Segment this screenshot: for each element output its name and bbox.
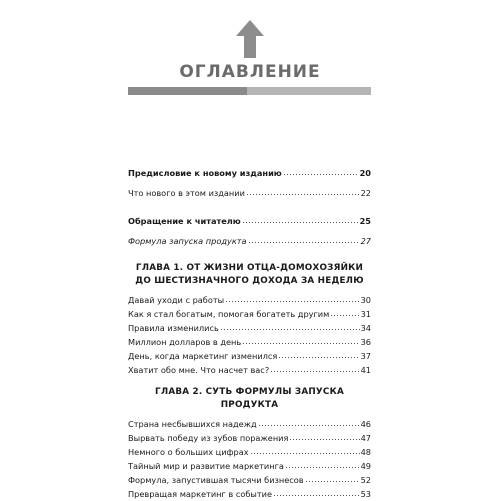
toc-entry-page: 20 — [359, 168, 371, 178]
toc-entry-title: Миллион долларов в день — [128, 337, 242, 347]
toc-entry-title: Формула, запустившая тысячи бизнесов — [128, 475, 304, 485]
dot-leader — [305, 476, 360, 483]
toc-entry — [128, 293, 371, 307]
dot-leader — [330, 310, 359, 317]
toc-entry-page: 34 — [360, 323, 371, 333]
dot-leader — [220, 324, 360, 331]
toc-entry — [128, 214, 371, 228]
toc-entry-title: Формула запуска продукта — [128, 236, 247, 246]
toc-entry — [128, 335, 371, 349]
toc-entry-page: 37 — [360, 351, 371, 361]
dot-leader — [242, 338, 359, 345]
toc-entry-page: 52 — [360, 475, 371, 485]
toc-entry-title: Вырвать победу из зубов поражения — [128, 433, 289, 443]
toc-entry-title: Превращая маркетинг в событие — [128, 489, 272, 499]
toc-entry — [128, 417, 371, 431]
toc-entry-page: 49 — [360, 461, 371, 471]
dot-leader — [278, 352, 359, 359]
toc-entry-title: Обращение к читателю — [128, 216, 241, 226]
toc-entry-title: Что нового в этом издании — [128, 188, 245, 198]
dot-leader — [273, 490, 360, 497]
toc-entry-title: День, когда маркетинг изменился — [128, 351, 278, 361]
toc-entry — [128, 349, 371, 363]
toc-entry-title: Тайный мир и развитие маркетинга — [128, 461, 284, 471]
toc-entry-page: 36 — [360, 337, 371, 347]
dot-leader — [250, 448, 360, 455]
chapter-heading-line: ГЛАВА 1. ОТ ЖИЗНИ ОТЦА-ДОМОХОЗЯЙКИ — [135, 263, 364, 273]
toc-entry — [128, 307, 371, 321]
toc-entry — [128, 487, 371, 501]
dot-leader — [258, 420, 360, 427]
page-title: ОГЛАВЛЕНИЕ — [179, 62, 321, 82]
dot-leader — [246, 189, 360, 196]
dot-leader — [283, 169, 359, 176]
chapter-heading-line: ГЛАВА 2. СУТЬ ФОРМУЛЫ ЗАПУСКА ПРОДУКТА — [155, 387, 344, 410]
toc-entry — [128, 459, 371, 473]
toc-entry-title: Правила изменились — [128, 323, 219, 333]
toc-entry-title: Страна несбывшихся надежд — [128, 419, 257, 429]
dot-leader — [248, 237, 360, 244]
toc-entry-title: Как я стал богатым, помогая богатеть другим — [128, 309, 330, 319]
toc-entry — [128, 445, 371, 459]
title-bar-dark-segment — [128, 87, 247, 95]
toc-entry-page: 41 — [360, 365, 371, 375]
toc-entry-page: 22 — [360, 188, 371, 198]
toc-entry-page: 31 — [360, 309, 371, 319]
dot-leader — [289, 434, 359, 441]
toc-entry — [128, 166, 371, 180]
toc-entry-title: Давай уходи с работы — [128, 295, 225, 305]
arrow-up-icon — [236, 20, 264, 58]
toc-entry — [128, 431, 371, 445]
toc-entry-page: 30 — [360, 295, 371, 305]
toc-entry-page: 27 — [360, 236, 371, 246]
dot-leader — [285, 462, 360, 469]
toc-entry-page: 48 — [360, 447, 371, 457]
chapter-heading — [128, 262, 371, 288]
table-of-contents — [128, 166, 371, 501]
toc-entry — [128, 363, 371, 377]
toc-entry-title: Хватит обо мне. Что насчет вас? — [128, 365, 270, 375]
title-bar-light-segment — [247, 87, 371, 95]
dot-leader — [242, 217, 359, 224]
title-underline-bar — [128, 87, 371, 95]
toc-entry — [128, 473, 371, 487]
toc-entry-page: 47 — [360, 433, 371, 443]
toc-entry — [128, 234, 371, 248]
toc-entry-title: Немного о больших цифрах — [128, 447, 249, 457]
toc-entry — [128, 321, 371, 335]
toc-entry-page: 25 — [359, 216, 371, 226]
chapter-heading-line: ДО ШЕСТИЗНАЧНОГО ДОХОДА ЗА НЕДЕЛЮ — [135, 276, 364, 286]
dot-leader — [270, 366, 359, 373]
toc-entry-title: Предисловие к новому изданию — [128, 168, 282, 178]
toc-entry-page: 53 — [360, 489, 371, 499]
toc-entry — [128, 186, 371, 200]
dot-leader — [225, 296, 360, 303]
toc-entry-page: 46 — [360, 419, 371, 429]
chapter-heading — [128, 386, 371, 412]
